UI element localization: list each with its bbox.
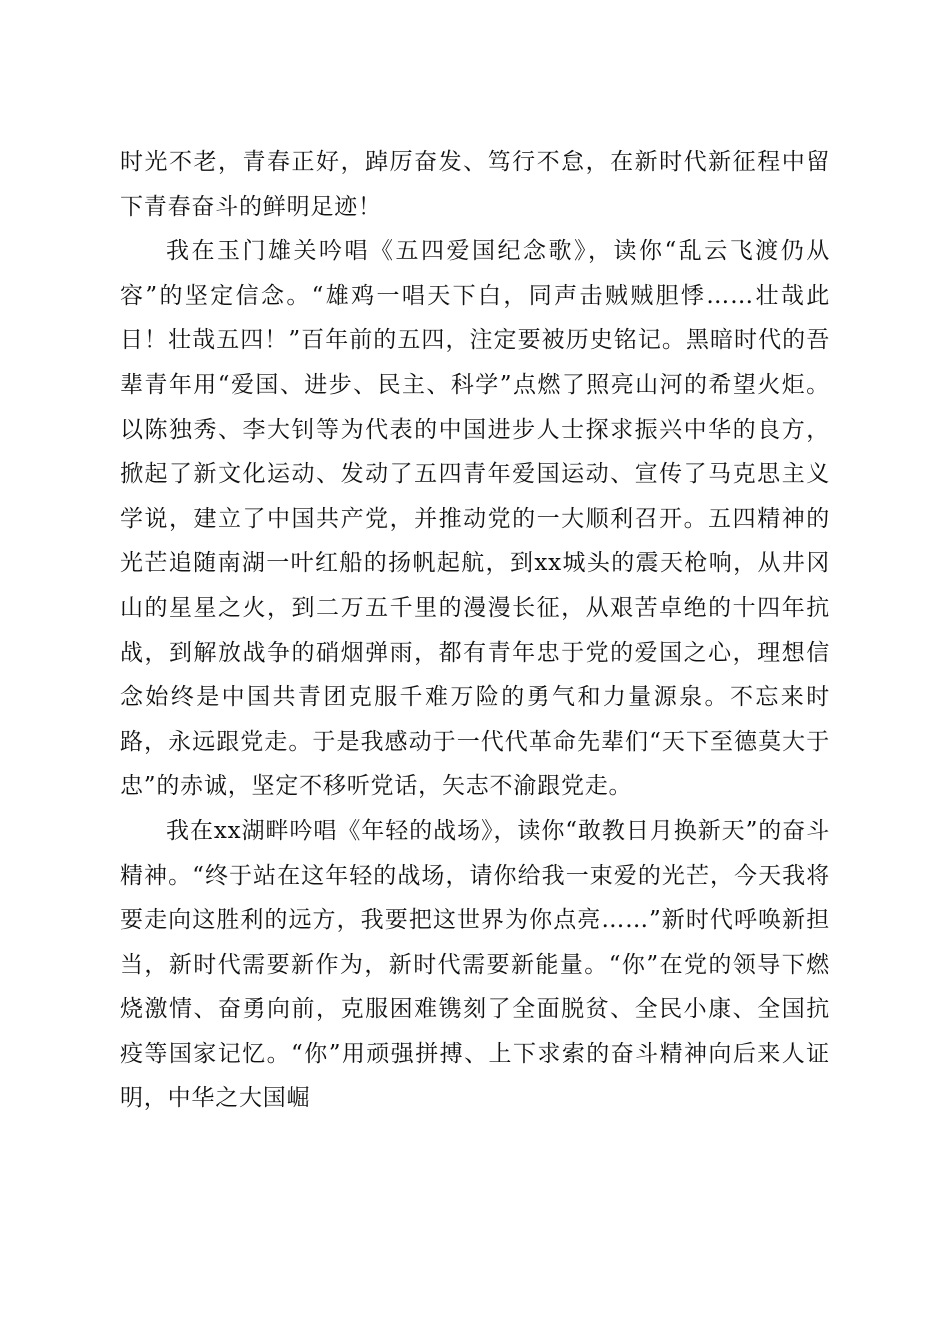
paragraph-continuation: 时光不老，青春正好，踔厉奋发、笃行不怠，在新时代新征程中留下青春奋斗的鲜明足迹！	[120, 149, 830, 220]
paragraph-young-battlefield: 我在xx湖畔吟唱《年轻的战场》，读你“敢教日月换新天”的奋斗精神。“终于站在这年轻的战场，请你给我一束爱的光芒，今天我将要走向这胜利的远方，我要把这世界为你点亮……”新时代呼唤新担当，新时代需要新作为，新时代需要新能量。“你”在党的领导下燃烧激情、奋勇向前，克服困难镌刻了全面脱贫、全民小康、全国抗疫等国家记忆。“你”用顽强拼搏、上下求索的奋斗精神向后来人证明，中华之大国崛	[120, 817, 830, 1112]
body-text	[120, 140, 830, 1121]
paragraph-may-fourth-song: 我在玉门雄关吟唱《五四爱国纪念歌》，读你“乱云飞渡仍从容”的坚定信念。“雄鸡一唱天下白，同声击贼贼胆悸……壮哉此日！壮哉五四！”百年前的五四，注定要被历史铭记。黑暗时代的吾辈青年用“爱国、进步、民主、科学”点燃了照亮山河的希望火炬。以陈独秀、李大钊等为代表的中国进步人士探求振兴中华的良方，掀起了新文化运动、发动了五四青年爱国运动、宣传了马克思主义学说，建立了中国共产党，并推动党的一大顺利召开。五四精神的光芒追随南湖一叶红船的扬帆起航，到xx城头的震天枪响，从井冈山的星星之火，到二万五千里的漫漫长征，从艰苦卓绝的十四年抗战，到解放战争的硝烟弹雨，都有青年忠于党的爱国之心，理想信念始终是中国共青团克服千难万险的勇气和力量源泉。不忘来时路，永远跟党走。于是我感动于一代代革命先辈们“天下至德莫大于忠”的赤诚，坚定不移听党话，矢志不渝跟党走。	[120, 238, 830, 800]
